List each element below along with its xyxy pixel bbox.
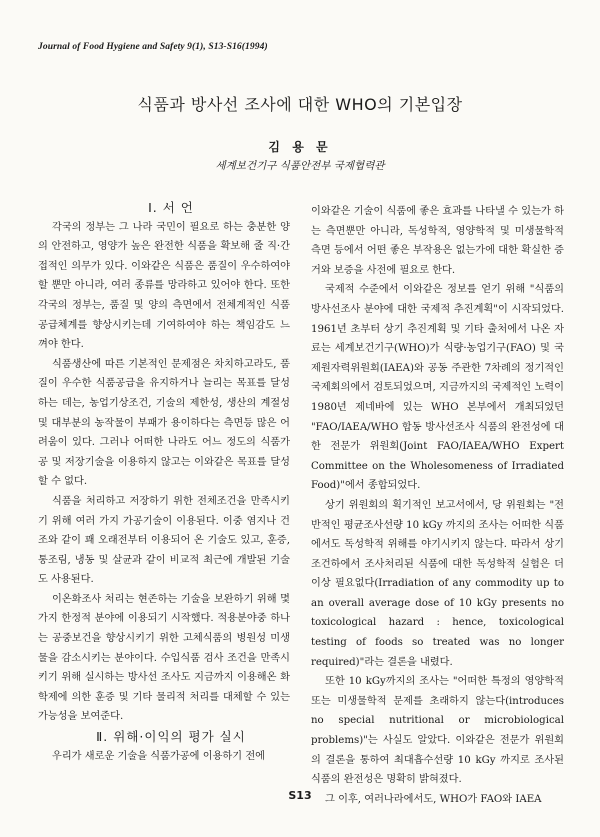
section-heading-introduction: Ⅰ. 서 언 (148, 200, 194, 215)
page-number: S13 (288, 789, 312, 802)
paragraph: 식품생산에 따른 기본적인 문제점은 차치하고라도, 품질이 우수한 식품공급을 유지하거나 늘리는 목표를 달성하는 데는, 농업기상조건, 기술의 제한성, 생산의 계절성 및 대부분의 농작물이 부패가 용이하다는 측면등 많은 어려움이 있다. 그러나 어떠한 나라도 어느 정도의 식품가공 및 저장기술을 이용하지 않고는 이와같은 목표를 달성할 수 없다. (38, 358, 290, 488)
paragraph: 이온화조사 처리는 현존하는 기술을 보완하기 위해 몇가지 한정적 분야에 이용되기 시작했다. 적용분야중 하나는 공중보건을 향상시키기 위한 고체식품의 병원성 미생물을 감소시키는 분야이다. 수입식품 검사 조건을 만족시키기 위해 실시하는 방사선 조사도 지금까지 이용해온 화학제에 의한 훈증 및 기타 물리적 처리를 대체할 수 있는 가능성을 보여준다. (38, 593, 290, 723)
paragraph: 우리가 새로운 기술을 식품가공에 이용하기 전에 (52, 750, 266, 762)
right-column (311, 202, 564, 809)
paragraph: 국제적 수준에서 이와같은 정보를 얻기 위해 "식품의 방사선조사 분야에 대한 국제적 추진계획"이 시작되었다. 1961년 초부터 상기 추진계획 및 기타 출처에서 나온 자료는 세계보건기구(WHO)가 식량·농업기구(FAO) 및 국제원자력위원회(IAEA)와 공동 주관한 7차례의 정기적인 국제회의에서 검토되었으며, 지금까지의 국제적인 노력이 1980년 제네바에 있는 WHO 본부에서 개최되었던 "FAO/IAEA/WHO 합동 방사선조사 식품의 완전성에 대한 전문가 위원회(Joint FAO/IAEA/WHO Expert Committee on the Wholesomeness of Irradiated Food)"에서 종합되었다. (311, 284, 564, 492)
paragraph: 또한 10 kGy까지의 조사는 "어떠한 특정의 영양학적 또는 미생물학적 문제를 초래하지 않는다(introduces no special nutritional or microbiological problems)"는 사실도 알았다. 이와같은 전문가 위원회의 결론을 통하여 최대흡수선량 10 kGy 까지로 조사된 식품의 완전성은 명확히 밝혀졌다. (311, 676, 564, 786)
journal-citation: Journal of Food Hygiene and Safety 9(1), S13-S16(1994) (38, 42, 268, 52)
paragraph: 이와같은 기술이 식품에 좋은 효과를 나타낼 수 있는가 하는 측면뿐만 아니라, 독성학적, 영양학적 및 미생물학적 측면 등에서 어떤 좋은 부작용은 없는가에 대한 확실한 증거와 보증을 사전에 필요로 한다. (311, 206, 564, 276)
author-name: 김 용 문 (268, 140, 332, 154)
section-heading-risk-benefit: Ⅱ. 위해·이익의 평가 실시 (96, 729, 246, 745)
paragraph: 식품을 처리하고 저장하기 위한 전체조건을 만족시키기 위해 여러 가지 가공기술이 이용된다. 이중 염지나 건조와 같이 꽤 오래전부터 이용되어 온 기술도 있고, 훈증, 통조림, 냉동 및 살균과 같이 비교적 최근에 개발된 기술도 사용된다. (38, 495, 290, 586)
paragraph: 그 이후, 여러나라에서도, WHO가 FAO와 IAEA (325, 793, 542, 805)
left-column (38, 198, 290, 766)
paragraph: 상기 위원회의 획기적인 보고서에서, 당 위원회는 "전반적인 평균조사선량 10 kGy 까지의 조사는 어떠한 식품에서도 독성학적 위해를 야기시키지 않는다. 따라서 상기 조건하에서 조사처리된 식품에 대한 독성학적 실험은 더 이상 필요없다(Irradiation of any commodity up to an overall average dose of 10 kGy presents no toxicological hazard : hence, toxicological testing of foods so treated was no longer required)"라는 결론을 내렸다. (311, 499, 564, 668)
author-affiliation: 세계보건기구 식품안전부 국제협력관 (215, 160, 385, 172)
article-title: 식품과 방사선 조사에 대한 WHO의 기본입장 (137, 95, 463, 114)
paragraph: 각국의 정부는 그 나라 국민이 필요로 하는 충분한 양의 안전하고, 영양가 높은 완전한 식품을 확보해 줄 직·간접적인 의무가 있다. 이와같은 식품은 품질이 우수하여야 할 뿐만 아니라, 여러 종류를 망라하고 있어야 한다. 또한 각국의 정부는, 품질 및 양의 측면에서 전체계적인 식품공급체계를 향상시키는데 기여하여야 하는 책임감도 느껴야 한다. (38, 221, 290, 351)
